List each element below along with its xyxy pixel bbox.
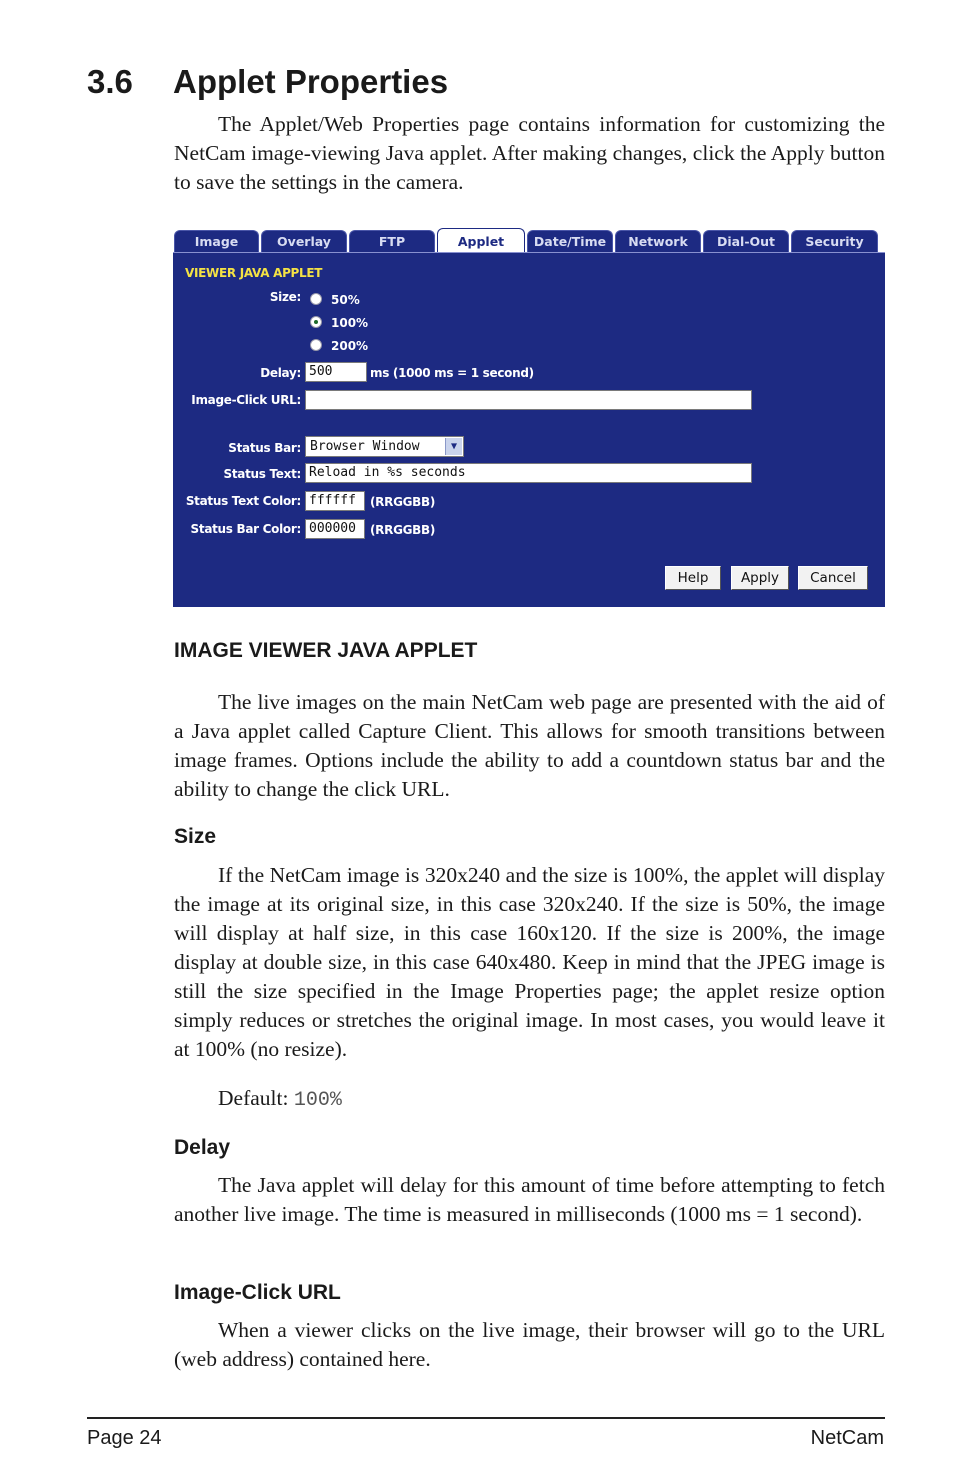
image-click-url-label: Image-Click URL: xyxy=(191,393,301,407)
tab-image[interactable]: Image xyxy=(174,230,259,252)
status-text-color-input[interactable]: ffffff xyxy=(305,491,365,511)
chevron-down-icon[interactable]: ▼ xyxy=(445,438,462,455)
status-bar-select[interactable] xyxy=(305,436,464,457)
delay-heading: Delay xyxy=(174,1136,231,1159)
help-button[interactable]: Help xyxy=(665,566,721,590)
status-text-label: Status Text: xyxy=(223,467,301,481)
cancel-button[interactable]: Cancel xyxy=(798,566,868,590)
tab-ftp[interactable]: FTP xyxy=(349,230,435,252)
delay-paragraph: The Java applet will delay for this amount of time before attempting to fetch another live image. The time is measured in milliseconds (1000 ms = 1 second). xyxy=(174,1173,885,1226)
status-bar-label: Status Bar: xyxy=(228,441,301,455)
status-text-input[interactable]: Reload in %s seconds xyxy=(305,463,752,483)
default-value: 100% xyxy=(293,1089,342,1112)
footer-page-number: Page 24 xyxy=(87,1427,162,1449)
default-size xyxy=(218,1084,342,1115)
section-title: Applet Properties xyxy=(173,63,449,100)
tab-date-time[interactable]: Date/Time xyxy=(527,230,613,252)
delay-label: Delay: xyxy=(260,366,301,380)
status-bar-color-label: Status Bar Color: xyxy=(190,522,301,536)
tab-applet[interactable]: Applet xyxy=(437,228,525,253)
image-click-url-input[interactable] xyxy=(305,390,752,410)
tab-dial-out[interactable]: Dial-Out xyxy=(703,230,789,252)
tab-bar xyxy=(173,228,885,252)
size-option-200-label: 200% xyxy=(331,339,369,353)
image-click-url-paragraph: When a viewer clicks on the live image, their browser will go to the URL (web address) contained here. xyxy=(174,1318,885,1371)
tab-network[interactable]: Network xyxy=(615,230,701,252)
tab-overlay[interactable]: Overlay xyxy=(261,230,347,252)
status-bar-selected-value: Browser Window xyxy=(310,439,420,454)
delay-note: ms (1000 ms = 1 second) xyxy=(370,366,534,380)
settings-form xyxy=(173,252,885,607)
status-text-color-label: Status Text Color: xyxy=(185,494,301,508)
default-label: Default: xyxy=(218,1086,294,1110)
size-option-50-label: 50% xyxy=(331,293,360,307)
section-number: 3.6 xyxy=(87,63,133,100)
size-heading: Size xyxy=(174,825,217,848)
viewer-paragraph: The live images on the main NetCam web page are presented with the aid of a Java applet called Capture Client. This allows for smooth transitions between image frames. Options include the ability to add a countdown status bar and the ability to change the click URL. xyxy=(174,690,885,801)
delay-input[interactable]: 500 xyxy=(305,362,367,382)
size-radio-100[interactable] xyxy=(310,316,322,328)
viewer-heading: IMAGE VIEWER JAVA APPLET xyxy=(174,639,478,662)
apply-button[interactable]: Apply xyxy=(731,566,789,590)
bar-color-format-note: (RRGGBB) xyxy=(370,523,436,537)
section-heading xyxy=(87,60,448,104)
size-radio-200[interactable] xyxy=(310,339,322,351)
text-color-format-note: (RRGGBB) xyxy=(370,495,436,509)
size-paragraph: If the NetCam image is 320x240 and the size is 100%, the applet will display the image at its original size, in this case 320x240. If the size is 50%, the image will display at half size, in this case 160x120. If the size is 200%, the image display at double size, in this case 640x480. Keep in mind that the JPEG image is still the size specified in the Image Properties page; the applet resize option simply reduces or stretches the original image. In most cases, you would leave it at 100% (no resize). xyxy=(174,863,885,1061)
footer-product-name: NetCam xyxy=(810,1427,884,1449)
footer-divider xyxy=(87,1417,885,1419)
applet-settings-screenshot xyxy=(173,228,885,606)
panel-title: VIEWER JAVA APPLET xyxy=(185,266,323,280)
size-radio-50[interactable] xyxy=(310,293,322,305)
image-click-url-heading: Image-Click URL xyxy=(174,1281,341,1304)
size-label: Size: xyxy=(269,290,301,304)
tab-security[interactable]: Security xyxy=(791,230,878,252)
intro-paragraph: The Applet/Web Properties page contains information for customizing the NetCam image-viewing Java applet. After making changes, click the Apply button to save the settings in the camera. xyxy=(174,112,885,194)
size-option-100-label: 100% xyxy=(331,316,369,330)
status-bar-color-input[interactable]: 000000 xyxy=(305,519,365,539)
